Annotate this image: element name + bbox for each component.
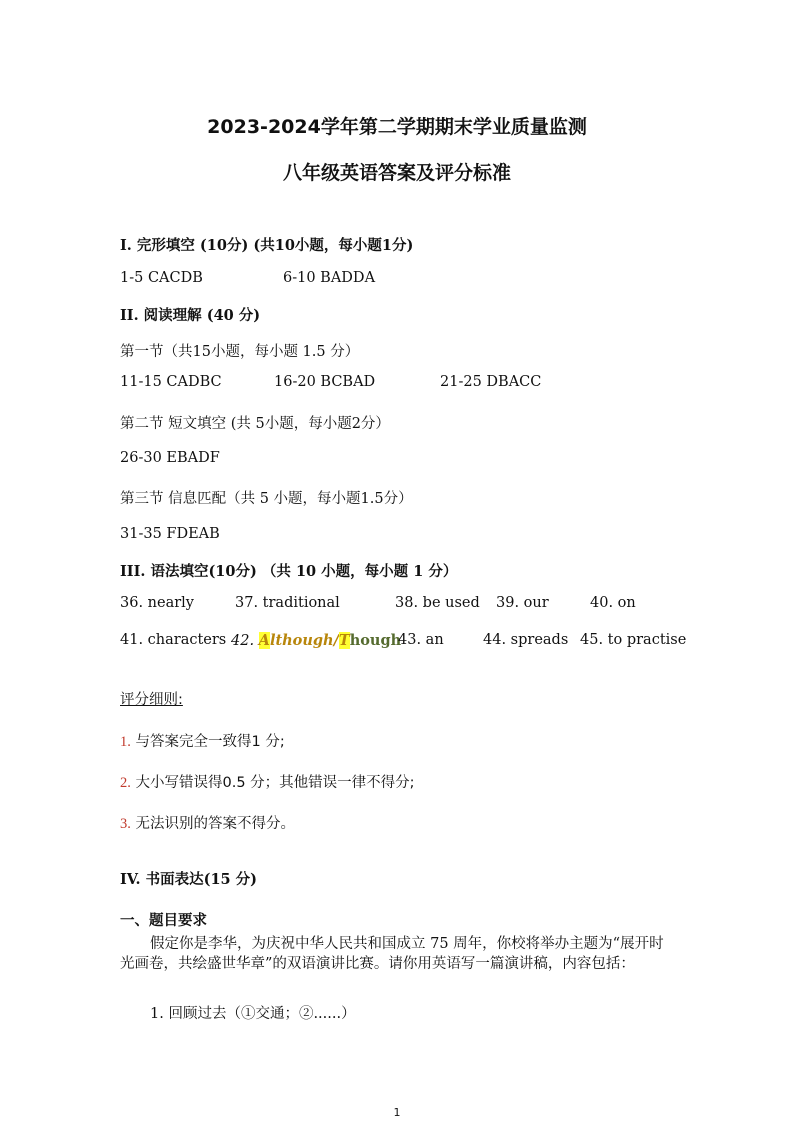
answer-31-35: 31-35 FDEAB (120, 526, 220, 542)
answer-42-highlight-t: T (338, 632, 350, 649)
page-number: 1 (393, 1106, 401, 1119)
task-item-1: 1. 回顾过去（①交通；②......） (150, 1006, 356, 1022)
answer-42 (231, 632, 401, 649)
answer-11-15: 11-15 CADBC (120, 374, 222, 390)
section-4-subheading: 一、题目要求 (120, 912, 207, 929)
rule-item-2 (120, 771, 415, 792)
section-2-heading: II. 阅读理解 (40 分) (120, 307, 261, 324)
part-3-heading: 第三节 信息匹配（共 5 小题，每小题1.5分） (120, 491, 413, 507)
rule-text: 大小写错误得0.5 分；其他错误一律不得分; (135, 775, 415, 791)
answer-42-number: 42. (231, 633, 255, 649)
answer-41: 41. characters (120, 632, 227, 648)
answer-40: 40. on (590, 595, 636, 611)
answer-45: 45. to practise (580, 632, 687, 648)
answer-6-10: 6-10 BADDA (283, 270, 376, 286)
section-4-heading: IV. 书面表达(15 分) (120, 871, 258, 888)
rule-text: 与答案完全一致得1 分; (135, 734, 285, 750)
answer-36: 36. nearly (120, 595, 194, 611)
rule-text: 无法识别的答案不得分。 (135, 816, 295, 832)
answer-1-5: 1-5 CACDB (120, 270, 203, 286)
answer-38: 38. be used (395, 595, 480, 611)
document-subtitle: 八年级英语答案及评分标准 (282, 162, 511, 184)
rule-number: 2. (120, 775, 131, 791)
answer-44: 44. spreads (483, 632, 569, 648)
section-1-heading: I. 完形填空 (10分) (共10小题，每小题1分) (120, 237, 414, 254)
answer-26-30: 26-30 EBADF (120, 450, 220, 466)
rule-item-3 (120, 812, 295, 833)
rule-number: 3. (120, 816, 131, 832)
section-3-heading: III. 语法填空(10分) （共 10 小题，每小题 1 分） (120, 563, 458, 580)
rule-item-1 (120, 730, 285, 751)
answer-42-highlight-a: A (258, 632, 270, 649)
answer-42-text-b: hough (349, 632, 402, 649)
answer-16-20: 16-20 BCBAD (274, 374, 376, 390)
answer-39: 39. our (496, 595, 549, 611)
rules-heading: 评分细则: (120, 692, 183, 708)
answer-21-25: 21-25 DBACC (440, 374, 542, 390)
answer-42-text-a: lthough/ (269, 632, 339, 649)
part-1-heading: 第一节（共15小题，每小题 1.5 分） (120, 344, 360, 360)
part-2-heading: 第二节 短文填空 (共 5小题，每小题2分） (120, 416, 390, 432)
answer-43: 43. an (398, 632, 444, 648)
document-title: 2023-2024学年第二学期期末学业质量监测 (207, 116, 587, 138)
rule-number: 1. (120, 734, 131, 750)
answer-37: 37. traditional (235, 595, 340, 611)
task-paragraph: 假定你是李华，为庆祝中华人民共和国成立 75 周年，你校将举办主题为“展开时光画卷，共绘盛世华章”的双语演讲比赛。请你用英语写一篇演讲稿，内容包括： (120, 936, 664, 972)
